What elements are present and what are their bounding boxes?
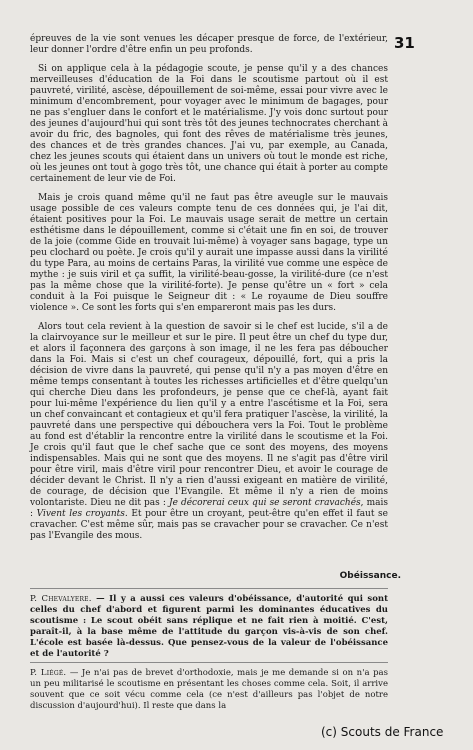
paragraph-text: Alors tout cela revient à la question de savoir si le chef est lucide, s'il a de la clairvoyance sur le meilleur et sur le pire. Il peut être un chef du type dur, et alors il façonnera des garçons à son image, il ne les fera pas déboucher dans la Foi. Mais si c'est un chef courageux, dépouillé, fort, qui a pris la décision de vivre dans la pauvreté, qui pense qu'il n'y a pas moyen d'être en même temps consentant à toutes les richesses artificielles et d'être quelqu'un qui cherche Dieu dans les profondeurs, je pense que ce chef-là, ayant fait pour lui-même l'expérience du lien qu'il y a entre l'ascétisme et la Foi, sera un chef convaincant et contagieux et qu'il fera pratiquer l'ascèse, la virilité, la pauvreté dans une perspective qui débouchera vers la Foi. Tout le problème au fond est d'établir la rencontre entre la virilité dans le scoutisme et la Foi. Je crois qu'il faut que le chef sache que ce sont des moyens, des moyens indispensables. Mais qui ne sont que des moyens. Il ne s'agit pas d'être viril pour être viril, mais d'être viril pour rencontrer Dieu, et avoir le courage de décider devant le Christ. Il n'y a rien d'aussi exigeant en matière de virilité, de courage, de décision que l'Evangile. Et même il n'y a rien de moins volontariste. Dieu ne dit pas : — [30, 322, 388, 508]
answer-block — [30, 668, 388, 712]
watermark: (c) Scouts de France — [321, 725, 444, 739]
answer-text: — Je n'ai pas de brevet d'orthodoxie, mais je me demande si on n'a pas un peu militarisé le scoutisme en présentant les choses comme cela. Soit, il arrive souvent que ce soit vécu comme cela (ce n'est d'ailleurs pas l'objet de notre discussion d'aujourd'hui). Il reste que dans la — [30, 668, 388, 711]
question-text: — Il y a aussi ces valeurs d'obéissance, d'autorité qui sont celles du chef d'abord et figurent parmi les dominantes éducatives du scoutisme : Le scout obéit sans réplique et ne fait rien à moitié. C'est, paraît-il, à la base même de l'attitude du garçon vis-à-vis de son chef. L'école est basée là-dessus. Que pensez-vous de la valeur de l'obéissance et de l'autorité ? — [30, 594, 388, 659]
quote-italic: Vivent les croyants — [36, 509, 125, 519]
divider — [30, 588, 388, 589]
paragraph — [30, 322, 388, 542]
paragraph: Si on applique cela à la pédagogie scoute, je pense qu'il y a des chances merveilleuses d'éducation de la Foi dans le scoutisme partout où il est pauvreté, virilité, ascèse, dépouillement de soi-même, essai pour vivre avec le minimum d'encombrement, pour voyager avec le minimum de bagages, pour ne pas s'engluer dans le confort et le matérialisme. J'y vois donc surtout pour des jeunes d'aujourd'hui qui sont très tôt des jeunes technocrates cherchant à avoir du fric, des bagnoles, qui font des rêves de matérialisme très jeunes, des chances et de très grandes chances. J'ai vu, par exemple, au Canada, chez les jeunes scouts qui étaient dans un univers où tout le monde est riche, où les jeunes ont tout à gogo très tôt, une chance qui était à porter au compte certainement de leur vie de Foi. — [30, 64, 388, 184]
paragraph: Mais je crois quand même qu'il ne faut pas être aveugle sur le mauvais usage possible de ces valeurs compte tenu de ces données qui, je l'ai dit, étaient positives pour la Foi. Le mauvais usage serait de mettre un certain esthétisme dans le dépouillement, comme si c'était une fin en soi, de trouver de la joie (comme Gide en trouvait lui-même) à voyager sans bagage, type un peu clochard ou poète. Je crois qu'il y aurait une impasse aussi dans la virilité du type Para, au moins de certains Paras, la virilité vue comme une espèce de mythe : je suis viril et ça suffit, la virilité-beau-gosse, la virilité-dure (ce n'est pas la même chose que la virilité-forte). Je pense qu'être un « fort » cela conduit à la Foi puisque le Seigneur dit : « Le royaume de Dieu souffre violence ». Ce sont les forts qui s'en empareront mais pas les durs. — [30, 193, 388, 313]
page-number: 31 — [394, 34, 415, 52]
body-text — [30, 34, 388, 550]
divider — [30, 662, 388, 663]
speaker-name: P. Liégé. — [30, 668, 67, 678]
quote-italic: Je décorerai ceux qui se seront cravachés — [168, 498, 361, 508]
paragraph-text: . Et pour être un croyant, peut-être qu'en effet il faut se cravacher. C'est même sûr, mais pas se cravacher pour se cravacher. Ce n'est pas l'Evangile des mous. — [30, 509, 388, 541]
question-block — [30, 594, 388, 660]
section-heading: Obéissance. — [339, 571, 401, 581]
paragraph-text: , mais : — [30, 498, 388, 519]
speaker-name: P. Chevalyere. — [30, 594, 92, 604]
paragraph: épreuves de la vie sont venues les décaper presque de force, de l'extérieur, leur donner l'ordre d'être enfin un peu profonds. — [30, 34, 388, 55]
